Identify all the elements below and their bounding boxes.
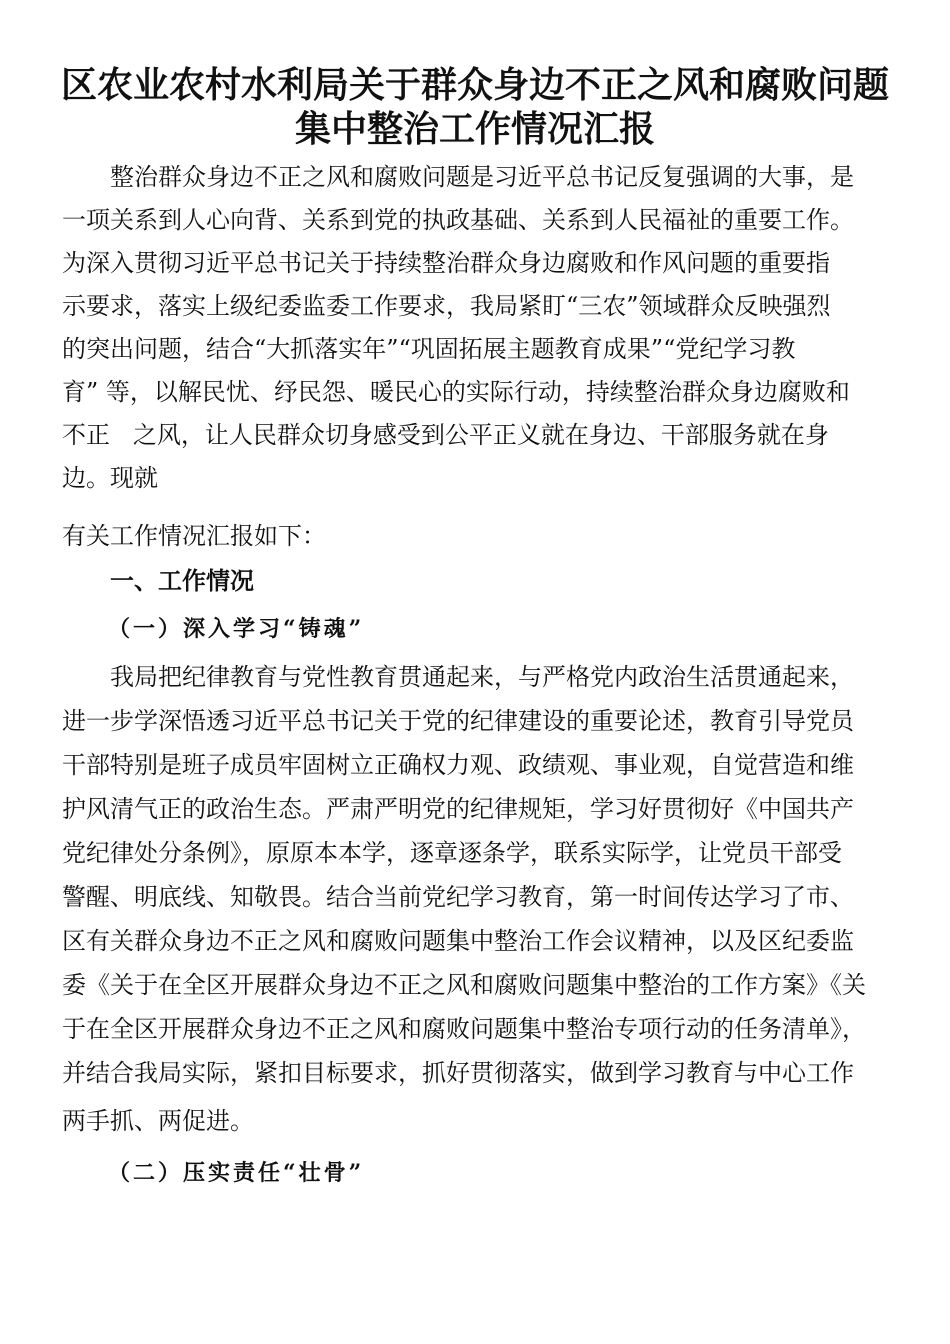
body-paragraph-line: 护风清气正的政治生态。严肃严明党的纪律规矩，学习好贯彻好《中国共产: [62, 795, 854, 823]
intro-paragraph-line: 边。现就: [62, 464, 158, 492]
intro-paragraph-line: 为深入贯彻习近平总书记关于持续整治群众身边腐败和作风问题的重要指: [62, 249, 830, 277]
intro-paragraph-line: 育” 等，以解民忧、纾民怨、暖民心的实际行动，持续整治群众身边腐败和: [62, 378, 850, 406]
intro-paragraph-line: 整治群众身边不正之风和腐败问题是习近平总书记反复强调的大事，是: [110, 163, 854, 191]
body-paragraph-line: 干部特别是班子成员牢固树立正确权力观、政绩观、事业观，自觉营造和维: [62, 751, 854, 779]
body-paragraph-line: 并结合我局实际，紧扣目标要求，抓好贯彻落实，做到学习教育与中心工作: [62, 1059, 854, 1087]
intro-paragraph-line: 一项关系到人心向背、关系到党的执政基础、关系到人民福祉的重要工作。: [62, 206, 854, 234]
intro-paragraph-line: 不正 之风，让人民群众切身感受到公平正义就在身边、干部服务就在身: [62, 421, 829, 449]
body-paragraph-line: 党纪律处分条例》，原原本本学，逐章逐条学，联系实际学，让党员干部受: [62, 839, 842, 867]
intro-paragraph-line: 示要求，落实上级纪委监委工作要求，我局紧盯“三农”领域群众反映强烈: [62, 292, 831, 320]
body-paragraph-line: 于在全区开展群众身边不正之风和腐败问题集中整治专项行动的任务清单》，: [62, 1015, 866, 1043]
body-paragraph-line: 两手抓、两促进。: [62, 1107, 254, 1135]
intro-tail-line: 有关工作情况汇报如下：: [62, 522, 326, 550]
subsection-heading-1: （一）深入学习“铸魂”: [108, 616, 365, 642]
body-paragraph-line: 我局把纪律教育与党性教育贯通起来，与严格党内政治生活贯通起来，: [110, 663, 854, 691]
body-paragraph-line: 警醒、明底线、知敬畏。结合当前党纪学习教育，第一时间传达学习了市、: [62, 883, 854, 911]
document-title-line-1: 区农业农村水利局关于群众身边不正之风和腐败问题: [60, 65, 889, 106]
document-title-line-2: 集中整治工作情况汇报: [294, 109, 655, 150]
intro-paragraph-line: 的突出问题，结合“大抓落实年”“巩固拓展主题教育成果”“党纪学习教: [62, 335, 796, 363]
subsection-heading-2: （二）压实责任“壮骨”: [108, 1160, 365, 1186]
body-paragraph-line: 进一步学深悟透习近平总书记关于党的纪律建设的重要论述，教育引导党员: [62, 707, 854, 735]
body-paragraph-line: 委《关于在全区开展群众身边不正之风和腐败问题集中整治的工作方案》《关: [62, 971, 866, 999]
body-paragraph-line: 区有关群众身边不正之风和腐败问题集中整治工作会议精神，以及区纪委监: [62, 927, 854, 955]
section-heading-work-status: 一、工作情况: [110, 567, 254, 595]
